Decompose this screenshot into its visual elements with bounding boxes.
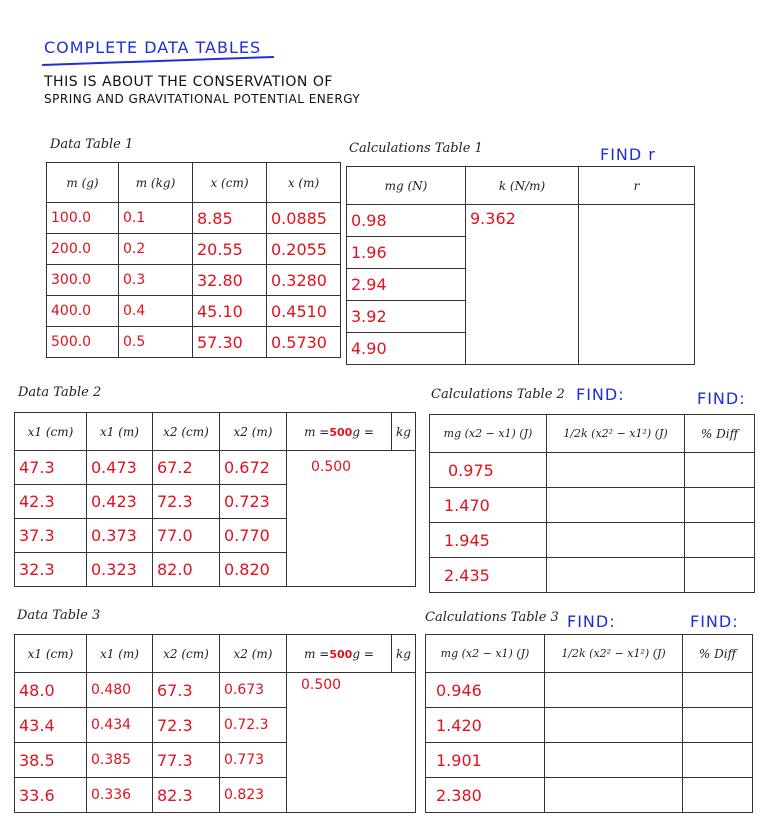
- table-cell[interactable]: 0.4510: [267, 296, 341, 327]
- table-cell[interactable]: 57.30: [193, 327, 267, 358]
- table-cell[interactable]: 33.6: [15, 778, 87, 813]
- table-cell[interactable]: 42.3: [15, 485, 87, 519]
- table-cell[interactable]: 32.80: [193, 265, 267, 296]
- ct1-header-r: r: [579, 167, 695, 205]
- table-cell[interactable]: 0.1: [119, 203, 193, 234]
- calc-table-3-find-1: FIND:: [567, 612, 616, 631]
- table-cell[interactable]: 300.0: [47, 265, 119, 296]
- table-cell[interactable]: 0.723: [220, 485, 287, 519]
- ct1-header-mg: mg (N): [347, 167, 466, 205]
- calc-table-3-caption: Calculations Table 3: [425, 610, 559, 625]
- table-cell[interactable]: 72.3: [153, 485, 220, 519]
- table-cell[interactable]: 77.3: [153, 743, 220, 778]
- table-cell[interactable]: 0.3280: [267, 265, 341, 296]
- table-cell[interactable]: 47.3: [15, 451, 87, 485]
- table-cell[interactable]: 400.0: [47, 296, 119, 327]
- table-cell[interactable]: 2.435: [430, 558, 547, 593]
- dt1-header-x-m: x (m): [267, 163, 341, 203]
- table-cell[interactable]: 1.945: [430, 523, 547, 558]
- table-cell[interactable]: 4.90: [347, 333, 466, 365]
- table-cell[interactable]: 200.0: [47, 234, 119, 265]
- table-cell[interactable]: 72.3: [153, 708, 220, 743]
- calc-table-1-caption: Calculations Table 1: [349, 141, 483, 156]
- table-cell[interactable]: [547, 523, 685, 558]
- table-cell[interactable]: 0.975: [430, 453, 547, 488]
- calc-table-1: [346, 166, 695, 365]
- table-cell[interactable]: 1.96: [347, 237, 466, 269]
- table-cell[interactable]: 0.72.3: [220, 708, 287, 743]
- ct2-header-half-k: 1/2k (x2² − x1²) (J): [547, 415, 685, 453]
- table-cell[interactable]: 2.380: [426, 778, 545, 813]
- table-cell[interactable]: [683, 778, 753, 813]
- data-table-2: [14, 412, 416, 587]
- dt2-header-kg: kg: [392, 413, 416, 451]
- ct2-header-mg: mg (x2 − x1) (J): [430, 415, 547, 453]
- table-cell[interactable]: 0.5: [119, 327, 193, 358]
- table-cell[interactable]: [547, 453, 685, 488]
- table-cell[interactable]: 77.0: [153, 519, 220, 553]
- table-cell[interactable]: 0.5730: [267, 327, 341, 358]
- table-cell[interactable]: [547, 558, 685, 593]
- table-cell[interactable]: [685, 488, 755, 523]
- mass-label: m =: [304, 424, 330, 439]
- table-cell-mass-kg[interactable]: 0.500: [287, 673, 416, 813]
- table-cell-mass-kg[interactable]: 0.500: [287, 451, 416, 587]
- dt2-header-mass: [287, 413, 392, 451]
- dt2-header-x1-cm: x1 (cm): [15, 413, 87, 451]
- calc-table-2-find-2: FIND:: [697, 389, 746, 408]
- calc-table-2-find-1: FIND:: [576, 385, 625, 404]
- table-cell[interactable]: 3.92: [347, 301, 466, 333]
- table-cell[interactable]: 0.336: [87, 778, 153, 813]
- table-cell[interactable]: 0.0885: [267, 203, 341, 234]
- table-cell[interactable]: 20.55: [193, 234, 267, 265]
- calc-table-3: [425, 634, 753, 813]
- dt2-header-x1-m: x1 (m): [87, 413, 153, 451]
- table-cell[interactable]: 0.4: [119, 296, 193, 327]
- table-cell-k[interactable]: 9.362: [466, 205, 579, 365]
- table-cell[interactable]: [683, 673, 753, 708]
- table-cell[interactable]: 32.3: [15, 553, 87, 587]
- calc-table-2: [429, 414, 755, 593]
- table-cell[interactable]: 0.2055: [267, 234, 341, 265]
- table-cell[interactable]: 67.3: [153, 673, 220, 708]
- page-subtitle-line1: THIS IS ABOUT THE CONSERVATION OF: [44, 74, 333, 90]
- dt3-header-mass: [287, 635, 392, 673]
- data-table-2-caption: Data Table 2: [18, 385, 102, 400]
- dt3-header-x1-cm: x1 (cm): [15, 635, 87, 673]
- dt3-header-x2-m: x2 (m): [220, 635, 287, 673]
- dt3-header-kg: kg: [392, 635, 416, 673]
- data-table-3-caption: Data Table 3: [17, 608, 101, 623]
- page-title: COMPLETE DATA TABLES: [44, 38, 262, 57]
- dt1-header-m-g: m (g): [47, 163, 119, 203]
- table-cell[interactable]: 0.385: [87, 743, 153, 778]
- table-cell[interactable]: 38.5: [15, 743, 87, 778]
- dt3-header-x2-cm: x2 (cm): [153, 635, 220, 673]
- table-cell[interactable]: 100.0: [47, 203, 119, 234]
- table-cell[interactable]: 45.10: [193, 296, 267, 327]
- table-cell[interactable]: 0.323: [87, 553, 153, 587]
- table-cell[interactable]: [545, 743, 683, 778]
- table-cell[interactable]: 82.0: [153, 553, 220, 587]
- mass-label-g: g =: [352, 424, 374, 439]
- table-cell[interactable]: 0.3: [119, 265, 193, 296]
- table-cell[interactable]: 0.946: [426, 673, 545, 708]
- mass-grams: 500: [329, 647, 353, 661]
- ct3-header-mg: mg (x2 − x1) (J): [426, 635, 545, 673]
- dt2-header-x2-m: x2 (m): [220, 413, 287, 451]
- table-cell[interactable]: [545, 778, 683, 813]
- dt1-header-m-kg: m (kg): [119, 163, 193, 203]
- calc-table-1-note: FIND r: [600, 145, 656, 164]
- table-cell[interactable]: 1.420: [426, 708, 545, 743]
- page-subtitle-line2: SPRING AND GRAVITATIONAL POTENTIAL ENERGY: [44, 92, 361, 106]
- table-cell[interactable]: 37.3: [15, 519, 87, 553]
- table-cell[interactable]: [545, 673, 683, 708]
- table-cell[interactable]: [683, 708, 753, 743]
- ct2-header-diff: % Diff: [685, 415, 755, 453]
- table-cell[interactable]: 0.773: [220, 743, 287, 778]
- calc-table-3-find-2: FIND:: [690, 612, 739, 631]
- table-cell[interactable]: 0.423: [87, 485, 153, 519]
- table-cell[interactable]: [685, 453, 755, 488]
- table-cell[interactable]: [545, 708, 683, 743]
- mass-grams: 500: [329, 425, 353, 439]
- table-cell[interactable]: 1.901: [426, 743, 545, 778]
- ct3-header-half-k: 1/2k (x2² − x1²) (J): [545, 635, 683, 673]
- dt1-header-x-cm: x (cm): [193, 163, 267, 203]
- table-cell[interactable]: 0.434: [87, 708, 153, 743]
- table-cell-r[interactable]: [579, 205, 695, 365]
- table-cell[interactable]: 0.820: [220, 553, 287, 587]
- table-cell[interactable]: 0.2: [119, 234, 193, 265]
- data-table-3: [14, 634, 416, 813]
- table-cell[interactable]: 0.770: [220, 519, 287, 553]
- table-cell[interactable]: 67.2: [153, 451, 220, 485]
- dt3-header-x1-m: x1 (m): [87, 635, 153, 673]
- table-cell[interactable]: [685, 558, 755, 593]
- table-cell[interactable]: 2.94: [347, 269, 466, 301]
- table-cell[interactable]: 500.0: [47, 327, 119, 358]
- table-cell[interactable]: [547, 488, 685, 523]
- table-cell[interactable]: 0.473: [87, 451, 153, 485]
- table-cell[interactable]: 0.672: [220, 451, 287, 485]
- data-table-1-caption: Data Table 1: [50, 137, 134, 152]
- data-table-1: [46, 162, 341, 358]
- table-cell[interactable]: 0.823: [220, 778, 287, 813]
- table-cell[interactable]: 8.85: [193, 203, 267, 234]
- table-cell[interactable]: 1.470: [430, 488, 547, 523]
- table-cell[interactable]: 0.373: [87, 519, 153, 553]
- dt2-header-x2-cm: x2 (cm): [153, 413, 220, 451]
- title-underline: [42, 56, 274, 66]
- table-cell[interactable]: 0.98: [347, 205, 466, 237]
- calc-table-2-caption: Calculations Table 2: [431, 387, 565, 402]
- ct1-header-k: k (N/m): [466, 167, 579, 205]
- table-cell[interactable]: 82.3: [153, 778, 220, 813]
- table-cell[interactable]: 48.0: [15, 673, 87, 708]
- table-cell[interactable]: 43.4: [15, 708, 87, 743]
- table-cell[interactable]: [683, 743, 753, 778]
- mass-label: m =: [304, 646, 330, 661]
- table-cell[interactable]: 0.480: [87, 673, 153, 708]
- table-cell[interactable]: 0.673: [220, 673, 287, 708]
- mass-label-g: g =: [352, 646, 374, 661]
- ct3-header-diff: % Diff: [683, 635, 753, 673]
- table-cell[interactable]: [685, 523, 755, 558]
